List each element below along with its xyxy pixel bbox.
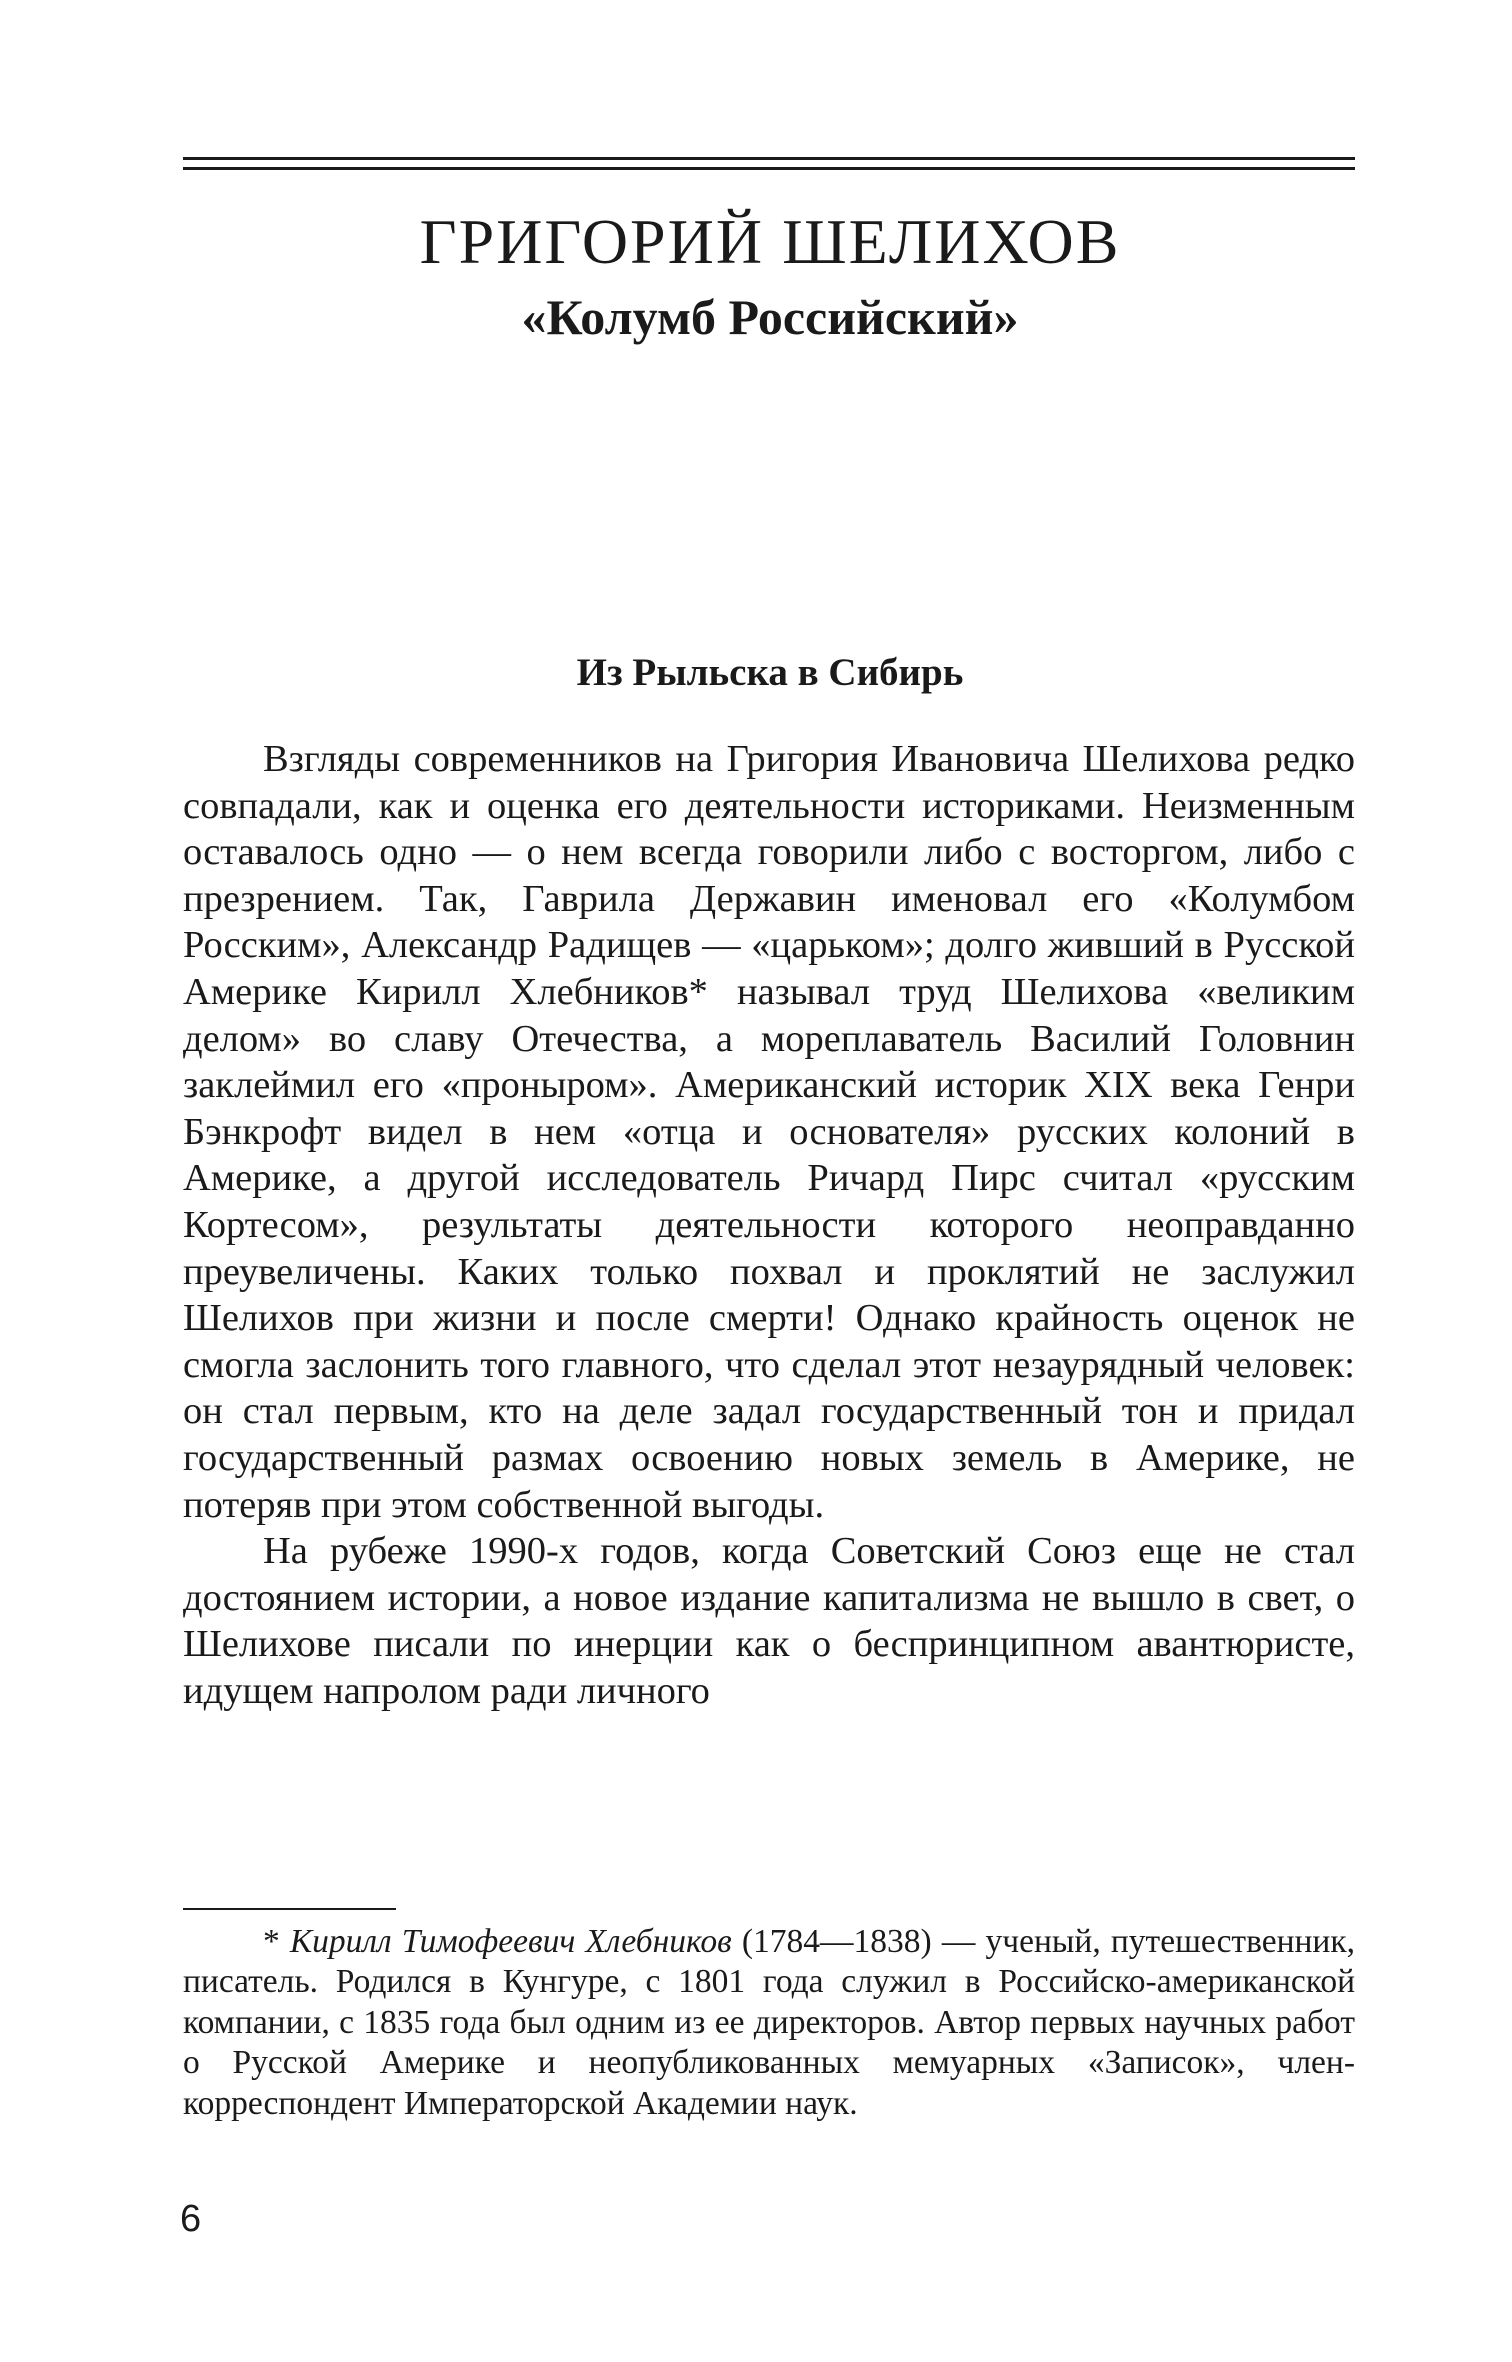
paragraph: На рубеже 1990-х годов, когда Советский Союз еще не стал достоянием истории, а новое издание капитализма не вышло в свет, о Шелихове писали по инерции как о беспринципном авантюристе, идущем напролом ради личного [183, 1530, 1355, 1712]
chapter-subtitle: «Колумб Российский» [521, 289, 1019, 345]
page-number: 6 [180, 2198, 202, 2240]
paragraph: Взгляды современников на Григория Ивановича Шелихова редко совпадали, как и оценка его деятельности историками. Неизменным оставалось одно — о нем всегда говорили либо с восторгом, либо с презрением. Так, Гаврила Державин именовал его «Колумбом Росским», Александр Радищев — «царьком»; долго живший в Русской Америке Кирилл Хлебников* называл труд Шелихова «великим делом» во славу Отечества, а мореплаватель Василий Головнин заклеймил его «проныром». Американский историк XIX века Генри Бэнкрофт видел в нем «отца и основателя» русских колоний в Америке, а другой исследователь Ричард Пирс считал «русским Кортесом», результаты деятельности которого неоправданно преувеличены. Каких только похвал и проклятий не заслужил Шелихов при жизни и после смерти! Однако крайность оценок не смогла заслонить того главного, что сделал этот незаурядный человек: он стал первым, кто на деле задал государственный тон и придал государственный размах освоению новых земель в Америке, не потеряв при этом собственной выгоды. [183, 738, 1355, 1526]
chapter-title: ГРИГОРИЙ ШЕЛИХОВ [419, 206, 1121, 277]
footnote-text: (1784—1838) — ученый, путешественник, писатель. Родился в Кунгуре, с 1801 года служил в Российско-американской компании, с 1835 года был одним из ее директоров. Автор первых научных работ о Русской Америке и неопубликованных мемуарных «Записок», член-корреспондент Императорской Академии наук. [183, 1923, 1355, 2122]
body-text [183, 736, 1355, 1714]
header-rule-top [183, 157, 1355, 160]
footnote-separator [183, 1908, 396, 1910]
footnote [183, 1922, 1355, 2124]
footnote-marker: * [263, 1923, 290, 1960]
section-heading: Из Рыльска в Сибирь [576, 651, 964, 694]
footnote-person-name: Кирилл Тимофеевич Хлебников [289, 1923, 732, 1960]
header-rule-bottom [183, 167, 1355, 170]
